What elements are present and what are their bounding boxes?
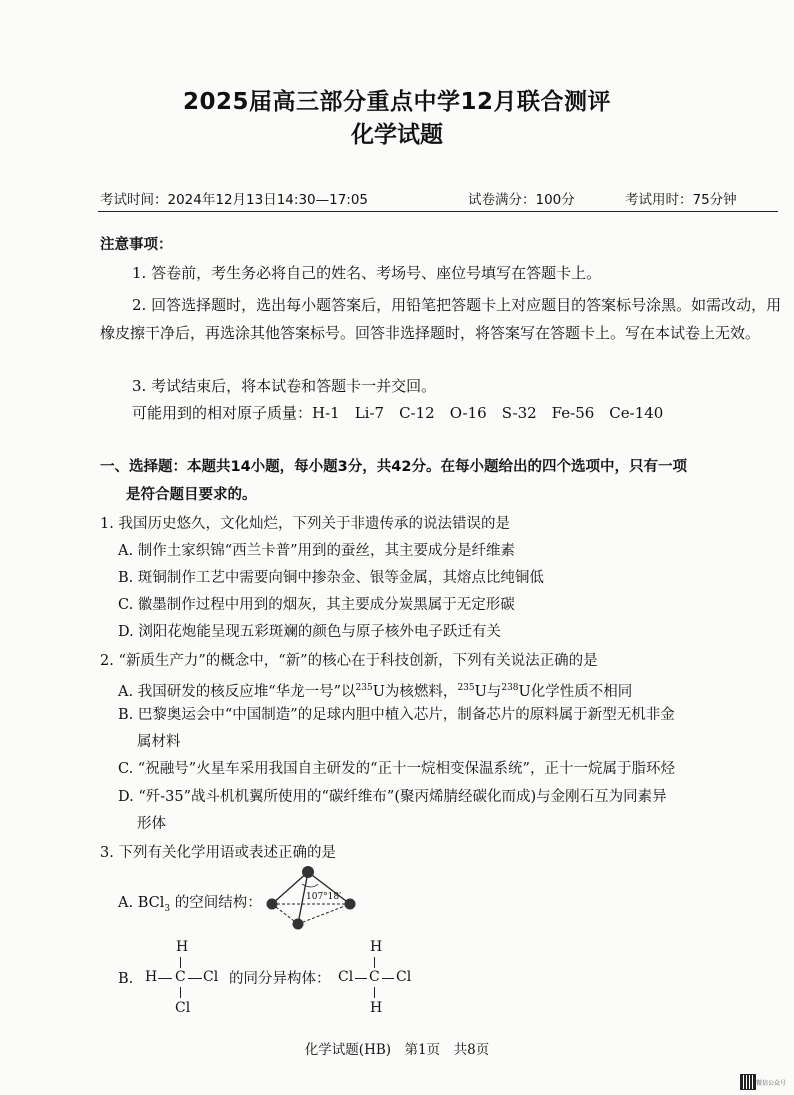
- question-2-option-d-line2: 形体: [137, 816, 166, 832]
- exam-time: 考试时间：2024年12月13日14:30—17:05: [100, 192, 369, 208]
- page-footer: 化学试题(HB) 第1页 共8页: [304, 1042, 490, 1058]
- question-1-option-d: D. 浏阳花炮能呈现五彩斑斓的颜色与原子核外电子跃迁有关: [118, 624, 501, 640]
- bond-horizontal: [355, 978, 367, 979]
- atom-h-left-1: H: [145, 969, 158, 985]
- bcl3-structure-diagram: [262, 862, 362, 932]
- question-2-option-b-line1: B. 巴黎奥运会中“中国制造”的足球内胆中植入芯片，制备芯片的原料属于新型无机非金: [118, 707, 675, 723]
- isomer-text: 的同分异构体：: [229, 971, 331, 987]
- atom-cl-right-2: Cl: [396, 969, 412, 985]
- atom-cl-bottom-1: Cl: [175, 1000, 191, 1016]
- question-2-option-b-line2: 属材料: [137, 734, 181, 750]
- qr-code-icon: [740, 1074, 756, 1090]
- section-heading-line1: 一、选择题：本题共14小题，每小题3分，共42分。在每小题给出的四个选项中，只有一项: [100, 459, 687, 475]
- atom-cl-left-2: Cl: [338, 969, 354, 985]
- question-3-stem: 3. 下列有关化学用语或表述正确的是: [100, 845, 336, 861]
- atom-h-bottom-2: H: [370, 1000, 383, 1016]
- duration: 考试用时：75分钟: [625, 192, 737, 208]
- question-1-option-c: C. 徽墨制作过程中用到的烟灰，其主要成分炭黑属于无定形碳: [118, 597, 515, 613]
- atom-c-1: C: [175, 969, 186, 985]
- question-2-option-c: C. “祝融号”火星车采用我国自主研发的“正十一烷相变保温系统”，正十一烷属于脂环烃: [118, 761, 675, 777]
- dashed-edge: [298, 904, 350, 924]
- question-2-option-a: A. 我国研发的核反应堆“华龙一号”以$^{235}$U为核燃料，$^{235}$U与$^{238}$U化学性质不相同: [118, 683, 633, 700]
- bond-vertical: [374, 987, 375, 998]
- watermark-text: 微信公众号: [756, 1080, 787, 1087]
- note-item-1: 1. 答卷前，考生务必将自己的姓名、考场号、座位号填写在答题卡上。: [132, 264, 602, 282]
- full-score: 试卷满分：100分: [468, 192, 575, 208]
- atom-c-2: C: [369, 969, 380, 985]
- bond-horizontal: [188, 978, 202, 979]
- atom-h-top-1: H: [176, 939, 189, 955]
- note-item-3: 3. 考试结束后，将本试卷和答题卡一并交回。: [132, 377, 437, 395]
- question-3-option-a-label: A. BCl$_3$ 的空间结构：: [118, 895, 262, 914]
- bond-vertical: [180, 987, 181, 998]
- divider-line: [98, 211, 778, 212]
- atom-cl-right-1: Cl: [203, 969, 219, 985]
- atom-h-top-2: H: [370, 939, 383, 955]
- note-item-2: 2. 回答选择题时，选出每小题答案后，用铅笔把答题卡上对应题目的答案标号涂黑。如需改动，用橡皮擦干净后，再选涂其他答案标号。回答非选择题时，将答案写在答题卡上。写在本试卷上无效。: [100, 296, 782, 342]
- notes-heading: 注意事项：: [100, 237, 173, 253]
- chlorine-atom: [293, 919, 304, 930]
- question-1-option-a: A. 制作土家织锦“西兰卡普”用到的蚕丝，其主要成分是纤维素: [118, 543, 516, 559]
- question-2-option-d-line1: D. “歼-35”战斗机机翼所使用的“碳纤维布”(聚丙烯腈经碳化而成)与金刚石互为同素异: [118, 789, 667, 805]
- chlorine-atom: [345, 899, 356, 910]
- question-1-stem: 1. 我国历史悠久，文化灿烂，下列关于非遗传承的说法错误的是: [100, 516, 510, 532]
- question-3-option-b-label: B.: [118, 971, 134, 987]
- page-title: 2025届高三部分重点中学12月联合测评: [182, 89, 612, 115]
- bond-vertical: [180, 957, 181, 968]
- question-2-stem: 2. “新质生产力”的概念中，“新”的核心在于科技创新，下列有关说法正确的是: [100, 653, 598, 669]
- atomic-mass-list: 可能用到的相对原子质量：H-1 Li-7 C-12 O-16 S-32 Fe-56 Ce-140: [132, 404, 664, 422]
- chlorine-atom: [267, 899, 278, 910]
- bond-horizontal: [158, 978, 172, 979]
- page-subtitle: 化学试题: [351, 122, 443, 148]
- bond-horizontal: [382, 978, 394, 979]
- angle-arc: [302, 884, 318, 887]
- question-1-option-b: B. 斑铜制作工艺中需要向铜中掺杂金、银等金属，其熔点比纯铜低: [118, 570, 544, 586]
- bond-angle-label: 107°18′: [306, 892, 342, 902]
- boron-atom: [302, 866, 314, 878]
- section-heading-line2: 是符合题目要求的。: [126, 487, 257, 503]
- bond-vertical: [374, 957, 375, 968]
